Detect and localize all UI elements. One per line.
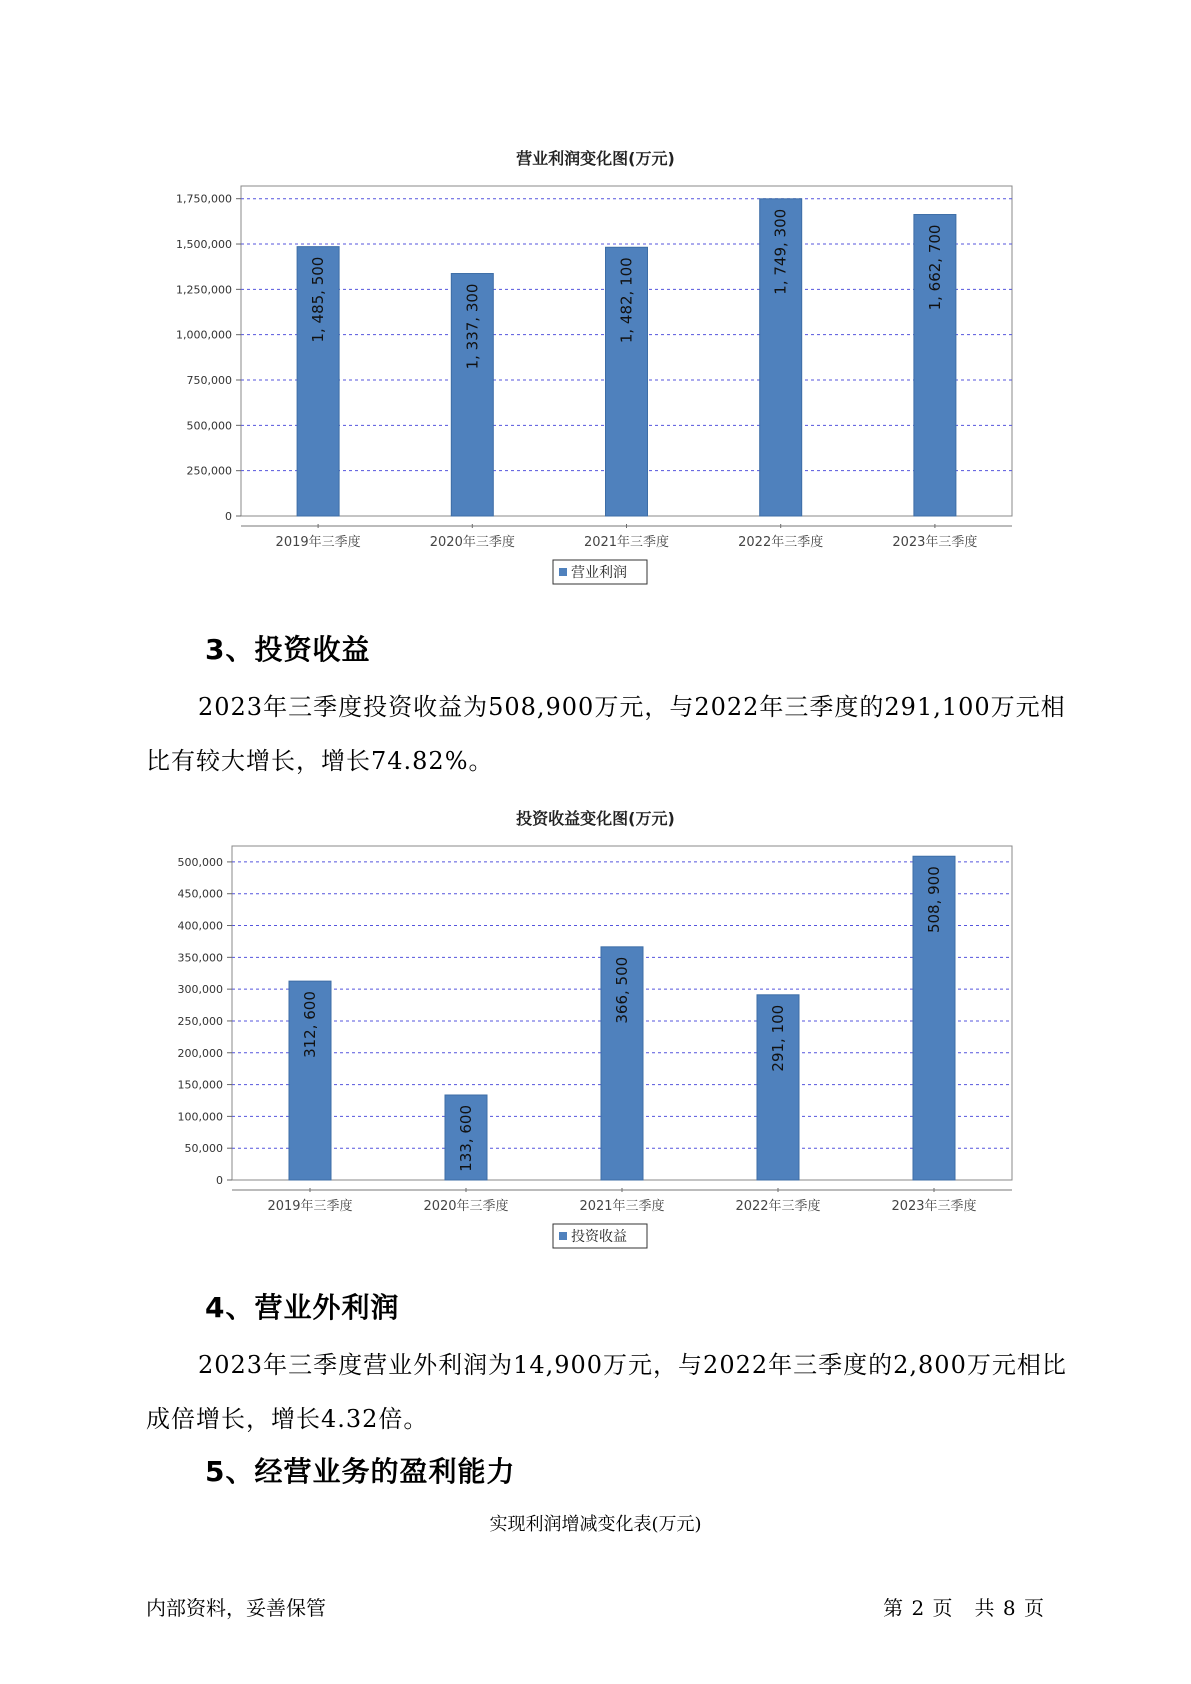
y-tick-label: 1,000,000 — [176, 328, 232, 342]
bar-value-label: 366, 500 — [613, 956, 631, 1024]
bar-value-label: 133, 600 — [457, 1105, 475, 1172]
bar-value-label: 291, 100 — [769, 1004, 787, 1072]
section-4-heading: 4、营业外利润 — [205, 1291, 400, 1324]
table-caption: 实现利润增减变化表(万元) — [489, 1514, 702, 1535]
y-tick-label: 500,000 — [186, 419, 232, 433]
section-4-paragraph: 2023年三季度营业外利润为14,900万元，与2022年三季度的2,800万元相比成倍增长，增长4.32倍。 — [146, 1351, 1067, 1433]
operating-profit-chart — [0, 180, 1191, 600]
bar-value-label: 1, 662, 700 — [925, 224, 944, 311]
legend-label: 投资收益 — [571, 1229, 627, 1245]
bar-value-label: 1, 337, 300 — [463, 283, 482, 370]
y-tick-label: 350,000 — [177, 951, 223, 965]
bar-value-label: 508, 900 — [925, 866, 943, 934]
x-tick-label: 2022年三季度 — [738, 535, 824, 550]
x-tick-label: 2019年三季度 — [267, 1199, 353, 1214]
footer-confidential: 内部资料，妥善保管 — [146, 1596, 326, 1620]
bar-value-label: 312, 600 — [301, 991, 319, 1058]
legend-label: 营业利润 — [571, 565, 627, 581]
y-tick-label: 200,000 — [177, 1046, 223, 1060]
y-tick-label: 100,000 — [177, 1110, 223, 1124]
y-tick-label: 250,000 — [177, 1014, 223, 1028]
y-tick-label: 50,000 — [184, 1142, 223, 1156]
x-tick-label: 2023年三季度 — [892, 535, 978, 550]
x-tick-label: 2019年三季度 — [275, 535, 361, 550]
chart-title-investment-income: 投资收益变化图(万元) — [516, 809, 675, 828]
section-3-paragraph: 2023年三季度投资收益为508,900万元，与2022年三季度的291,100万元相比有较大增长，增长74.82%。 — [146, 693, 1066, 775]
x-tick-label: 2020年三季度 — [429, 535, 515, 550]
footer-page-number: 第 2 页 共 8 页 — [883, 1596, 1045, 1620]
legend-swatch — [559, 1232, 567, 1240]
bar-value-label: 1, 485, 500 — [309, 256, 328, 343]
legend-swatch — [559, 568, 567, 576]
y-tick-label: 1,250,000 — [176, 283, 232, 297]
y-tick-label: 300,000 — [177, 983, 223, 997]
chart-title-operating-profit: 营业利润变化图(万元) — [516, 149, 675, 168]
bar-value-label: 1, 482, 100 — [617, 257, 636, 344]
y-tick-label: 0 — [216, 1174, 223, 1187]
y-tick-label: 1,500,000 — [176, 238, 232, 252]
y-tick-label: 1,750,000 — [176, 192, 232, 206]
section-3-heading: 3、投资收益 — [205, 633, 371, 666]
y-tick-label: 150,000 — [177, 1078, 223, 1092]
y-tick-label: 450,000 — [177, 887, 223, 901]
x-tick-label: 2020年三季度 — [423, 1199, 509, 1214]
x-tick-label: 2021年三季度 — [583, 535, 670, 550]
y-tick-label: 400,000 — [177, 919, 223, 933]
bar-value-label: 1, 749, 300 — [771, 208, 790, 295]
x-tick-label: 2022年三季度 — [735, 1199, 821, 1214]
x-tick-label: 2021年三季度 — [579, 1199, 665, 1214]
y-tick-label: 250,000 — [186, 464, 232, 478]
y-tick-label: 0 — [225, 510, 232, 523]
investment-income-chart — [0, 840, 1191, 1260]
y-tick-label: 500,000 — [177, 855, 223, 869]
x-tick-label: 2023年三季度 — [891, 1199, 977, 1214]
y-tick-label: 750,000 — [186, 374, 232, 388]
section-5-heading: 5、经营业务的盈利能力 — [205, 1455, 516, 1488]
